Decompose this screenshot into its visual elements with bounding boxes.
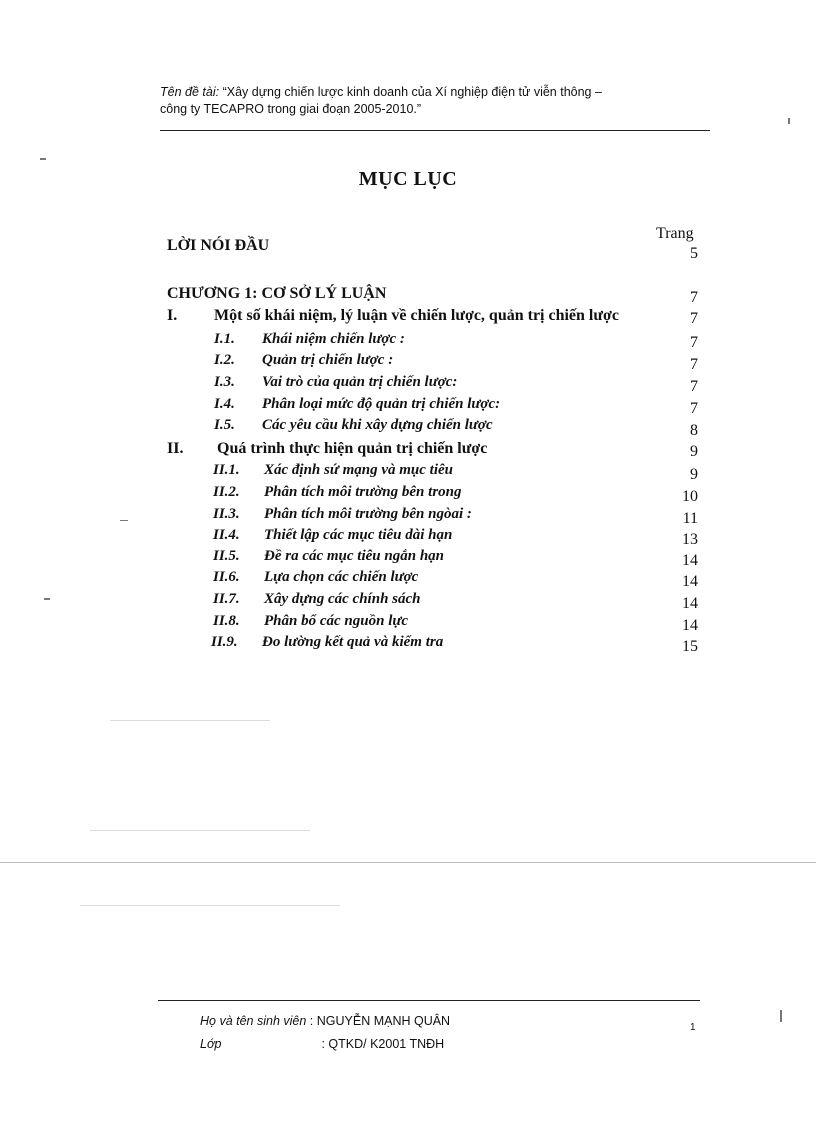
toc-entry[interactable] xyxy=(0,484,816,508)
toc-entry-page: 5 xyxy=(690,245,698,262)
toc-entry-title: CHƯƠNG 1: CƠ SỞ LÝ LUẬN xyxy=(167,285,387,302)
toc-entry[interactable] xyxy=(0,237,816,261)
toc-entry-number: II.6. xyxy=(213,569,240,585)
toc-entry-page: 9 xyxy=(690,466,698,483)
toc-entry-page: 9 xyxy=(690,443,698,460)
toc-entry-title: Đo lường kết quả và kiểm tra xyxy=(262,634,444,650)
header-title-part-1: “Xây dựng chiến lược kinh doanh của Xí nghiệp điện tử viễn thông – xyxy=(222,85,602,99)
toc-entry-number: I.2. xyxy=(214,352,235,368)
toc-entry-number: I.5. xyxy=(214,417,235,433)
toc-entry[interactable] xyxy=(0,569,816,593)
toc-entry-title: Phân tích môi trường bên ngòai : xyxy=(264,506,472,522)
toc-entry-title: Thiết lập các mục tiêu dài hạn xyxy=(264,527,453,543)
toc-entry-title: Các yêu cầu khi xây dựng chiến lược xyxy=(262,417,493,433)
scan-speck xyxy=(780,1010,782,1022)
toc-entry-page: 14 xyxy=(682,573,698,590)
toc-entry-number: II.2. xyxy=(213,484,240,500)
scan-speck xyxy=(120,520,128,521)
toc-entry-page: 14 xyxy=(682,617,698,634)
toc-entry[interactable] xyxy=(0,591,816,615)
toc-entry-page: 10 xyxy=(682,488,698,505)
toc-entry-number: II.3. xyxy=(213,506,240,522)
toc-entry-number: II.8. xyxy=(213,613,240,629)
toc-entry-page: 8 xyxy=(690,422,698,439)
document-header xyxy=(160,84,720,118)
footer-class-value: : QTKD/ K2001 TNĐH xyxy=(321,1037,445,1051)
scan-speck xyxy=(40,158,46,160)
page-title: MỤC LỤC xyxy=(358,168,458,190)
toc-entry-page: 13 xyxy=(682,531,698,548)
toc-entry[interactable] xyxy=(0,417,816,441)
toc-entry-title: Khái niệm chiến lược : xyxy=(262,331,405,347)
header-line-1 xyxy=(160,84,720,101)
toc-entry-number: II.4. xyxy=(213,527,240,543)
footer-class xyxy=(200,1037,444,1051)
toc-entry-number: II.7. xyxy=(213,591,240,607)
toc-entry-title: Xác định sứ mạng và mục tiêu xyxy=(264,462,454,478)
footer-name-value: : NGUYỄN MẠNH QUÂN xyxy=(309,1014,451,1028)
toc-entry-page: 11 xyxy=(682,510,698,527)
footer-student-name xyxy=(200,1014,450,1028)
toc-entry[interactable] xyxy=(0,634,816,658)
toc-entry-title: Lựa chọn các chiến lược xyxy=(264,569,419,585)
footer-class-label: Lớp xyxy=(200,1037,222,1051)
toc-entry-title: Quá trình thực hiện quản trị chiến lược xyxy=(217,440,488,457)
toc-entry-number: II.1. xyxy=(213,462,240,478)
toc-entry[interactable] xyxy=(0,462,816,486)
scan-speck xyxy=(788,118,790,124)
header-title-part-2: công ty TECAPRO trong giai đoạn 2005-2010.” xyxy=(160,102,422,116)
toc-entry-number: I.3. xyxy=(214,374,235,390)
toc-entry[interactable] xyxy=(0,285,816,309)
toc-entry-title: Xây dựng các chính sách xyxy=(264,591,421,607)
toc-entry-page: 7 xyxy=(690,378,698,395)
header-divider xyxy=(160,130,710,131)
toc-entry[interactable] xyxy=(0,352,816,376)
scan-smudge xyxy=(110,720,270,721)
toc-entry-page: 7 xyxy=(690,400,698,417)
toc-entry[interactable] xyxy=(0,440,816,464)
toc-entry[interactable] xyxy=(0,374,816,398)
toc-entry[interactable] xyxy=(0,307,816,331)
toc-entry-title: LỜI NÓI ĐẦU xyxy=(167,237,270,254)
toc-entry-number: II. xyxy=(167,440,184,457)
toc-entry-title: Vai trò của quản trị chiến lược: xyxy=(262,374,458,390)
footer-name-label: Họ và tên sinh viên xyxy=(200,1014,307,1028)
page-column-label: Trang xyxy=(656,225,694,242)
scan-smudge xyxy=(80,905,340,906)
toc-entry-title: Đề ra các mục tiêu ngắn hạn xyxy=(264,548,445,564)
toc-entry-title: Một số khái niệm, lý luận về chiến lược, quản trị chiến lược xyxy=(214,307,619,324)
toc-entry-title: Phân loại mức độ quản trị chiến lược: xyxy=(262,396,501,412)
toc-entry-page: 14 xyxy=(682,552,698,569)
toc-entry-page: 7 xyxy=(690,289,698,306)
toc-entry-page: 7 xyxy=(690,356,698,373)
toc-entry-page: 14 xyxy=(682,595,698,612)
toc-entry-number: I.1. xyxy=(214,331,235,347)
scan-speck xyxy=(44,598,50,600)
toc-entry-number: I. xyxy=(167,307,178,324)
header-label: Tên đề tài: xyxy=(160,85,220,99)
toc-entry-number: I.4. xyxy=(214,396,235,412)
toc-entry-number: II.9. xyxy=(211,634,238,650)
toc-entry-number: II.5. xyxy=(213,548,240,564)
scan-artifact-line xyxy=(0,862,816,863)
toc-entry-title: Phân tích môi trường bên trong xyxy=(264,484,462,500)
footer-divider xyxy=(158,1000,700,1001)
toc-entry-page: 15 xyxy=(682,638,698,655)
toc-entry-page: 7 xyxy=(690,334,698,351)
scan-smudge xyxy=(90,830,310,831)
toc-entry-title: Phân bổ các nguồn lực xyxy=(264,613,409,629)
footer-page-number: 1 xyxy=(690,1022,696,1033)
toc-entry-page: 7 xyxy=(690,310,698,327)
toc-entry-title: Quản trị chiến lược : xyxy=(262,352,394,368)
